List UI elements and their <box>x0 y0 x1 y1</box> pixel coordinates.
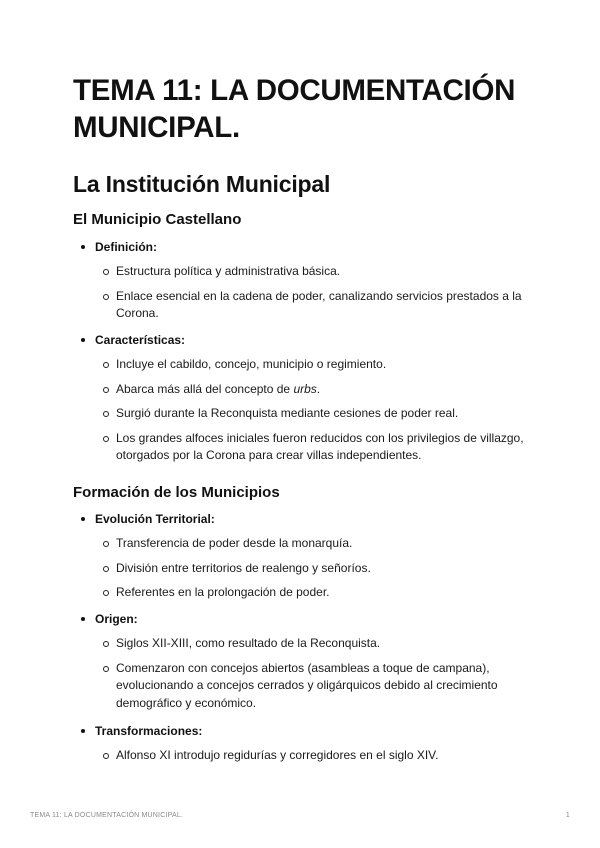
sub-list-item: Referentes en la prolongación de poder. <box>73 584 533 602</box>
sub-list-item: Transferencia de poder desde la monarquía. <box>73 535 533 553</box>
text-segment: . <box>316 381 321 396</box>
sub-list-item: Surgió durante la Reconquista mediante cesiones de poder real. <box>73 405 533 423</box>
subsection-heading-formacion: Formación de los Municipios <box>73 484 280 501</box>
list-item-transformaciones: Transformaciones: <box>73 722 533 740</box>
sub-list-item: Siglos XII-XIII, como resultado de la Reconquista. <box>73 635 533 653</box>
list-origen <box>73 610 533 712</box>
sub-list-item: Comenzaron con concejos abiertos (asambleas a toque de campana), evolucionando a concejos cerrados y oligárquicos debido al crecimiento demográfico y económico. <box>73 660 533 713</box>
sub-list-item: Alfonso XI introdujo regidurías y corregidores en el siglo XIV. <box>73 747 533 765</box>
subsection-heading-municipio: El Municipio Castellano <box>73 211 242 228</box>
list-item-caracteristicas: Características: <box>73 331 533 349</box>
list-item-evolucion: Evolución Territorial: <box>73 510 533 528</box>
list-definicion <box>73 238 533 323</box>
section-heading: La Institución Municipal <box>73 171 331 197</box>
sub-list-item: Estructura política y administrativa básica. <box>73 263 533 281</box>
page-number: 1 <box>565 812 570 819</box>
text-segment: Abarca más allá del concepto de <box>116 381 294 396</box>
emphasis-urbs: urbs <box>293 381 317 396</box>
list-item-definicion: Definición: <box>73 238 533 256</box>
list-caracteristicas <box>73 331 533 465</box>
list-item-origen: Origen: <box>73 610 533 628</box>
page-footer <box>30 812 570 824</box>
sub-list-item: Enlace esencial en la cadena de poder, canalizando servicios prestados a la Corona. <box>73 288 533 323</box>
list-transformaciones <box>73 722 533 765</box>
sub-list-item: Incluye el cabildo, concejo, municipio o regimiento. <box>73 356 533 374</box>
sub-list-item: División entre territorios de realengo y señoríos. <box>73 560 533 578</box>
list-evolucion <box>73 510 533 602</box>
document-title: TEMA 11: LA DOCUMENTACIÓN MUNICIPAL. <box>73 74 516 144</box>
footer-title: TEMA 11: LA DOCUMENTACIÓN MUNICIPAL. <box>30 812 184 819</box>
sub-list-item <box>73 381 533 399</box>
sub-list-item: Los grandes alfoces iniciales fueron reducidos con los privilegios de villazgo, otorgados por la Corona para crear villas independientes. <box>73 430 533 465</box>
